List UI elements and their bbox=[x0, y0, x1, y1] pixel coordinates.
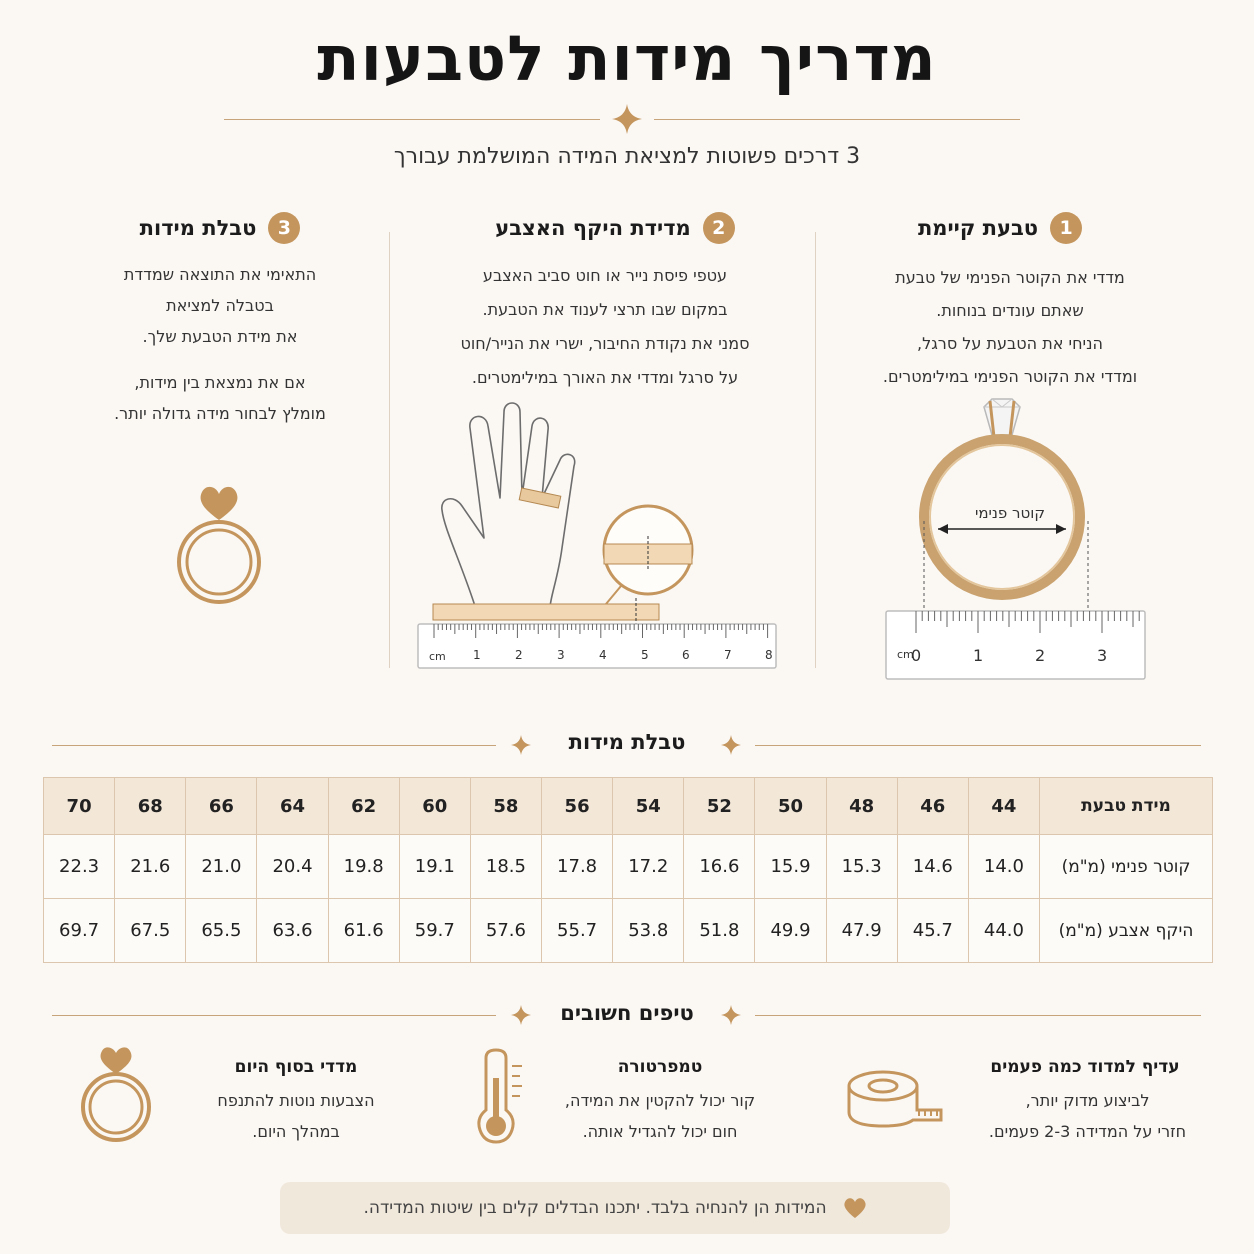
ruler-unit-label: cm bbox=[429, 650, 446, 663]
step-number-badge: 2 bbox=[703, 212, 735, 244]
method-3-text bbox=[60, 259, 380, 429]
tips-divider-left bbox=[52, 1015, 496, 1016]
tips-divider-right bbox=[755, 1015, 1201, 1016]
method-1-heading bbox=[880, 212, 1120, 244]
title-divider-left bbox=[224, 119, 600, 120]
text-line: סמני את נקודת החיבור, ישרי את הנייר/חוט bbox=[460, 334, 750, 353]
ruler-number: 6 bbox=[682, 648, 690, 662]
table-cell: 53.8 bbox=[613, 899, 684, 963]
table-cell: 57.6 bbox=[470, 899, 541, 963]
table-cell: 45.7 bbox=[897, 899, 968, 963]
table-cell: 21.0 bbox=[186, 835, 257, 899]
text-line: ומדדי את הקוטר הפנימי במילימטרים. bbox=[882, 367, 1138, 386]
ruler-number: 8 bbox=[765, 648, 773, 662]
text-line: חום יכול להגדיל אותה. bbox=[582, 1122, 738, 1141]
table-cell: 69.7 bbox=[44, 899, 115, 963]
table-cell: 14.0 bbox=[968, 835, 1039, 899]
text-line: התאימי את התוצאה שמדדת bbox=[123, 265, 317, 284]
row-label: היקף אצבע (מ"מ) bbox=[1040, 899, 1213, 963]
table-header-cell: 46 bbox=[897, 778, 968, 835]
table-header-cell: 44 bbox=[968, 778, 1039, 835]
text-line: במהלך היום. bbox=[252, 1122, 340, 1141]
text-line: את מידת הטבעת שלך. bbox=[142, 327, 298, 346]
size-table-heading: טבלת מידות bbox=[568, 730, 686, 754]
text-line: הניחי את הטבעת על סרגל, bbox=[917, 334, 1103, 353]
table-header-row bbox=[44, 778, 1213, 835]
step-number-badge: 3 bbox=[268, 212, 300, 244]
text-line: הצבעות נוטות להתנפח bbox=[217, 1091, 375, 1110]
size-table bbox=[43, 777, 1213, 963]
tip-text bbox=[535, 1085, 785, 1147]
table-cell: 49.9 bbox=[755, 899, 826, 963]
table-header-cell: 68 bbox=[115, 778, 186, 835]
row-label: קוטר פנימי (מ"מ) bbox=[1040, 835, 1213, 899]
text-line: בטבלה למציאת bbox=[166, 296, 274, 315]
table-header-cell: 64 bbox=[257, 778, 328, 835]
table-cell: 44.0 bbox=[968, 899, 1039, 963]
ruler-number: 1 bbox=[473, 648, 481, 662]
heart-ring-icon bbox=[76, 1044, 156, 1144]
table-cell: 59.7 bbox=[399, 899, 470, 963]
heart-icon bbox=[843, 1197, 867, 1219]
step-number-badge: 1 bbox=[1050, 212, 1082, 244]
inner-diameter-label: קוטר פנימי bbox=[975, 504, 1045, 522]
table-cell: 22.3 bbox=[44, 835, 115, 899]
table-cell: 17.8 bbox=[542, 835, 613, 899]
table-header-cell: 58 bbox=[470, 778, 541, 835]
table-header-cell: 60 bbox=[399, 778, 470, 835]
table-divider-right bbox=[755, 745, 1201, 746]
table-cell: 65.5 bbox=[186, 899, 257, 963]
method-3-heading bbox=[100, 212, 340, 244]
table-header-cell: 52 bbox=[684, 778, 755, 835]
text-line: עטפי פיסת נייר או חוט סביב האצבע bbox=[482, 266, 728, 285]
table-divider-left bbox=[52, 745, 496, 746]
ruler-number: 3 bbox=[1097, 646, 1108, 665]
disclaimer-text: המידות הן להנחיה בלבד. יתכנו הבדלים קלים בין שיטות המדידה. bbox=[363, 1198, 827, 1218]
text-line: מדדי את הקוטר הפנימי של טבעת bbox=[895, 268, 1125, 287]
ring-diameter-diagram bbox=[880, 395, 1150, 685]
tip-title: טמפרטורה bbox=[617, 1057, 703, 1077]
tip-text bbox=[186, 1085, 406, 1147]
ruler-number: 4 bbox=[599, 648, 607, 662]
title-divider-right bbox=[654, 119, 1020, 120]
ruler-number: 2 bbox=[1035, 646, 1046, 665]
table-header-cell: 50 bbox=[755, 778, 826, 835]
column-divider bbox=[815, 232, 816, 668]
table-cell: 19.8 bbox=[328, 835, 399, 899]
thermometer-icon bbox=[472, 1048, 528, 1146]
table-cell: 19.1 bbox=[399, 835, 470, 899]
page-title: מדריך מידות לטבעות bbox=[317, 22, 937, 95]
ruler-unit-label: cm bbox=[897, 648, 914, 661]
table-header-cell: 70 bbox=[44, 778, 115, 835]
table-cell: 20.4 bbox=[257, 835, 328, 899]
table-cell: 21.6 bbox=[115, 835, 186, 899]
tape-measure-icon bbox=[845, 1068, 945, 1138]
table-row bbox=[44, 899, 1213, 963]
text-line: לביצוע מדוק יותר, bbox=[1025, 1091, 1150, 1110]
tips-heading: טיפים חשובים bbox=[560, 1001, 694, 1025]
table-row bbox=[44, 835, 1213, 899]
ruler-number: 3 bbox=[557, 648, 565, 662]
finger-measure-diagram bbox=[414, 398, 784, 673]
text-line: אם את נמצאת בין מידות, bbox=[134, 373, 306, 392]
table-header-cell: 54 bbox=[613, 778, 684, 835]
table-cell: 15.9 bbox=[755, 835, 826, 899]
method-title: מדידת היקף האצבע bbox=[495, 216, 691, 240]
ruler-number: 2 bbox=[515, 648, 523, 662]
text-line: חזרי על המדידה 2-3 פעמים. bbox=[988, 1122, 1187, 1141]
table-header-label: מידת טבעת bbox=[1040, 778, 1213, 835]
ruler-number: 7 bbox=[724, 648, 732, 662]
table-cell: 61.6 bbox=[328, 899, 399, 963]
sparkle-icon bbox=[612, 104, 642, 134]
tip-title: מדדי בסוף היום bbox=[234, 1057, 358, 1077]
method-2-text bbox=[410, 259, 800, 395]
text-line: במקום שבו תרצי לענוד את הטבעת. bbox=[482, 300, 728, 319]
method-title: טבעת קיימת bbox=[917, 216, 1039, 240]
table-cell: 18.5 bbox=[470, 835, 541, 899]
text-line: קור יכול להקטין את המידה, bbox=[564, 1091, 756, 1110]
column-divider bbox=[389, 232, 390, 668]
table-header-cell: 66 bbox=[186, 778, 257, 835]
ruler-number: 0 bbox=[911, 646, 922, 665]
table-cell: 15.3 bbox=[826, 835, 897, 899]
table-header-cell: 62 bbox=[328, 778, 399, 835]
method-1-text bbox=[840, 261, 1180, 393]
table-cell: 17.2 bbox=[613, 835, 684, 899]
ruler-number: 5 bbox=[641, 648, 649, 662]
table-cell: 14.6 bbox=[897, 835, 968, 899]
method-2-heading bbox=[470, 212, 760, 244]
ruler-number: 1 bbox=[973, 646, 984, 665]
disclaimer-note bbox=[280, 1182, 950, 1234]
heart-ring-icon bbox=[172, 482, 266, 608]
page-subtitle: 3 דרכים פשוטות למציאת המידה המושלמת עבורך bbox=[393, 144, 861, 169]
table-cell: 47.9 bbox=[826, 899, 897, 963]
tip-text bbox=[955, 1085, 1220, 1147]
table-cell: 67.5 bbox=[115, 899, 186, 963]
table-cell: 51.8 bbox=[684, 899, 755, 963]
table-header-cell: 48 bbox=[826, 778, 897, 835]
table-cell: 16.6 bbox=[684, 835, 755, 899]
table-header-cell: 56 bbox=[542, 778, 613, 835]
text-line: מומלץ לבחור מידה גדולה יותר. bbox=[114, 404, 326, 423]
text-line: על סרגל ומדדי את האורך במילימטרים. bbox=[471, 368, 739, 387]
table-cell: 55.7 bbox=[542, 899, 613, 963]
method-title: טבלת מידות bbox=[139, 216, 257, 240]
tip-title: עדיף למדוד כמה פעמים bbox=[990, 1057, 1180, 1077]
text-line: שאתם עונדים בנוחות. bbox=[936, 301, 1084, 320]
table-cell: 63.6 bbox=[257, 899, 328, 963]
